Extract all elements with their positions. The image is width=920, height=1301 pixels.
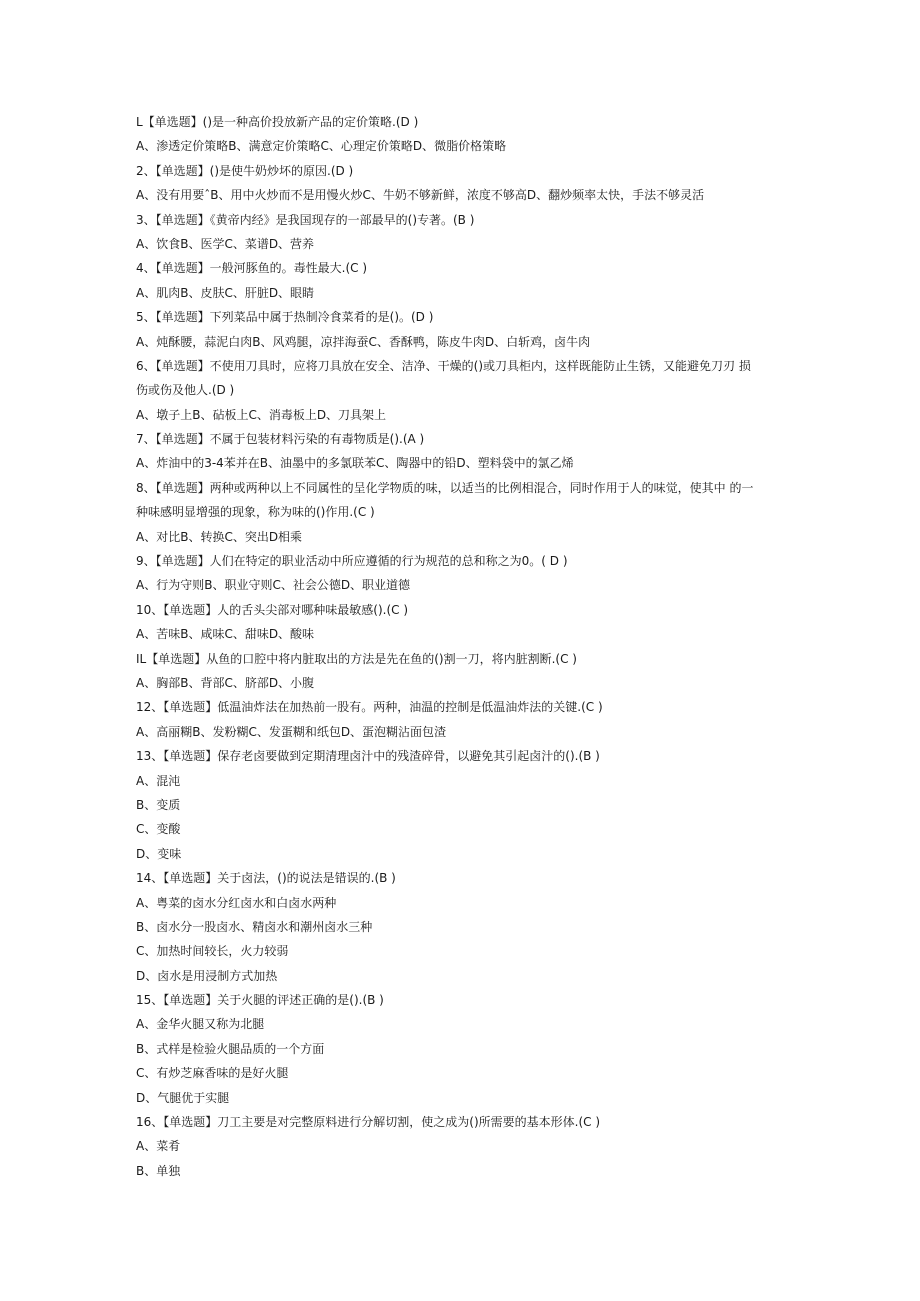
document-line: A、行为守则B、职业守则C、社会公德D、职业道德 (136, 578, 411, 593)
document-line: A、没有用要ˆB、用中火炒而不是用慢火炒C、牛奶不够新鲜，浓度不够高D、翻炒频率太快，手法不够灵活 (136, 188, 705, 203)
document-line: D、卤水是用浸制方式加热 (136, 968, 278, 983)
document-line: L【单选题】()是一种高价投放新产品的定价策略.(D ) (136, 115, 419, 129)
document-line: A、苦味B、咸味C、甜味D、酸味 (136, 627, 315, 642)
document-line: C、有炒芝麻香味的是好火腿 (136, 1066, 289, 1081)
document-line: IL【单选题】从鱼的口腔中将内脏取出的方法是先在鱼的()割一刀，将内脏割断.(C ) (136, 651, 577, 666)
document-line: A、高丽糊B、发粉糊C、发蛋糊和纸包D、蛋泡糊沾面包渣 (136, 724, 447, 739)
document-line: 9、【单选题】人们在特定的职业活动中所应遵循的行为规范的总和称之为0。( D ) (136, 554, 568, 569)
document-line: B、式样是检验火腿品质的一个方面 (136, 1041, 325, 1056)
document-line: A、金华火腿又称为北腿 (136, 1017, 265, 1032)
document-line: A、粤菜的卤水分红卤水和白卤水两种 (136, 895, 337, 910)
document-line: C、加热时间较长，火力较弱 (136, 944, 289, 959)
document-line: 种味感明显增强的现象，称为味的()作用.(C ) (136, 505, 375, 520)
document-line: A、饮食B、医学C、菜谱D、营养 (136, 236, 315, 251)
document-line: A、炸油中的3-4苯并在B、油墨中的多氯联苯C、陶器中的铅D、塑料袋中的氯乙烯 (136, 456, 574, 471)
document-line: 14、【单选题】关于卤法，()的说法是错误的.(B ) (136, 871, 396, 886)
document-line: D、变味 (136, 846, 182, 861)
document-line: B、变质 (136, 797, 181, 812)
document-line: 10、【单选题】人的舌头尖部对哪种味最敏感().(C ) (136, 602, 409, 617)
document-line: B、单独 (136, 1163, 181, 1178)
document-line: A、墩子上B、砧板上C、消毒板上D、刀具架上 (136, 407, 387, 422)
document-line: A、炖酥腰，蒜泥白肉B、风鸡腿，凉拌海蚕C、香酥鸭，陈皮牛肉D、白斩鸡，卤牛肉 (136, 334, 591, 349)
document-line: A、渗透定价策略B、满意定价策略C、心理定价策略D、微脂价格策略 (136, 139, 507, 154)
document-line: 6、【单选题】不使用刀具时，应将刀具放在安全、洁净、干燥的()或刀具柜内，这样既能防止生锈，又能避免刀刃 损 (136, 358, 751, 373)
document-line: 8、【单选题】两种或两种以上不同属性的呈化学物质的味，以适当的比例相混合，同时作用于人的味觉，使其中 的一 (136, 480, 754, 495)
document-line: 12、【单选题】低温油炸法在加热前一股有。两种，油温的控制是低温油炸法的关键.(C ) (136, 700, 603, 715)
document-line: 2、【单选题】()是使牛奶炒坏的原因.(D ) (136, 163, 354, 178)
document-line: D、气腿优于实腿 (136, 1090, 230, 1105)
document-line: 15、【单选题】关于火腿的评述正确的是().(B ) (136, 993, 384, 1008)
document-line: 5、【单选题】下列菜品中属于热制冷食菜肴的是()。(D ) (136, 310, 434, 325)
document-page (136, 110, 786, 1183)
document-line: 13、【单选题】保存老卤要做到定期清理卤汁中的残渣碎骨，以避免其引起卤汁的().(B ) (136, 749, 600, 764)
document-line: A、肌肉B、皮肤C、肝脏D、眼睛 (136, 285, 315, 300)
document-line: 3、【单选题】《黄帝内经》是我国现存的一部最早的()专著。(B ) (136, 212, 475, 227)
document-line: A、胸部B、背部C、脐部D、小腹 (136, 675, 315, 690)
document-line: 16、【单选题】刀工主要是对完整原料进行分解切割，使之成为()所需要的基本形体.(C ) (136, 1115, 601, 1130)
document-line: C、变酸 (136, 822, 181, 837)
document-line: A、混沌 (136, 773, 181, 788)
document-line: 4、【单选题】一般河豚鱼的。毒性最大.(C ) (136, 261, 368, 276)
document-line: A、菜肴 (136, 1139, 181, 1154)
document-line: A、对比B、转换C、突出D相乘 (136, 529, 303, 544)
document-line: B、卤水分一股卤水、精卤水和潮州卤水三种 (136, 919, 373, 934)
document-line: 伤或伤及他人.(D ) (136, 383, 235, 398)
document-line: 7、【单选题】不属于包装材料污染的有毒物质是().(A ) (136, 432, 425, 447)
